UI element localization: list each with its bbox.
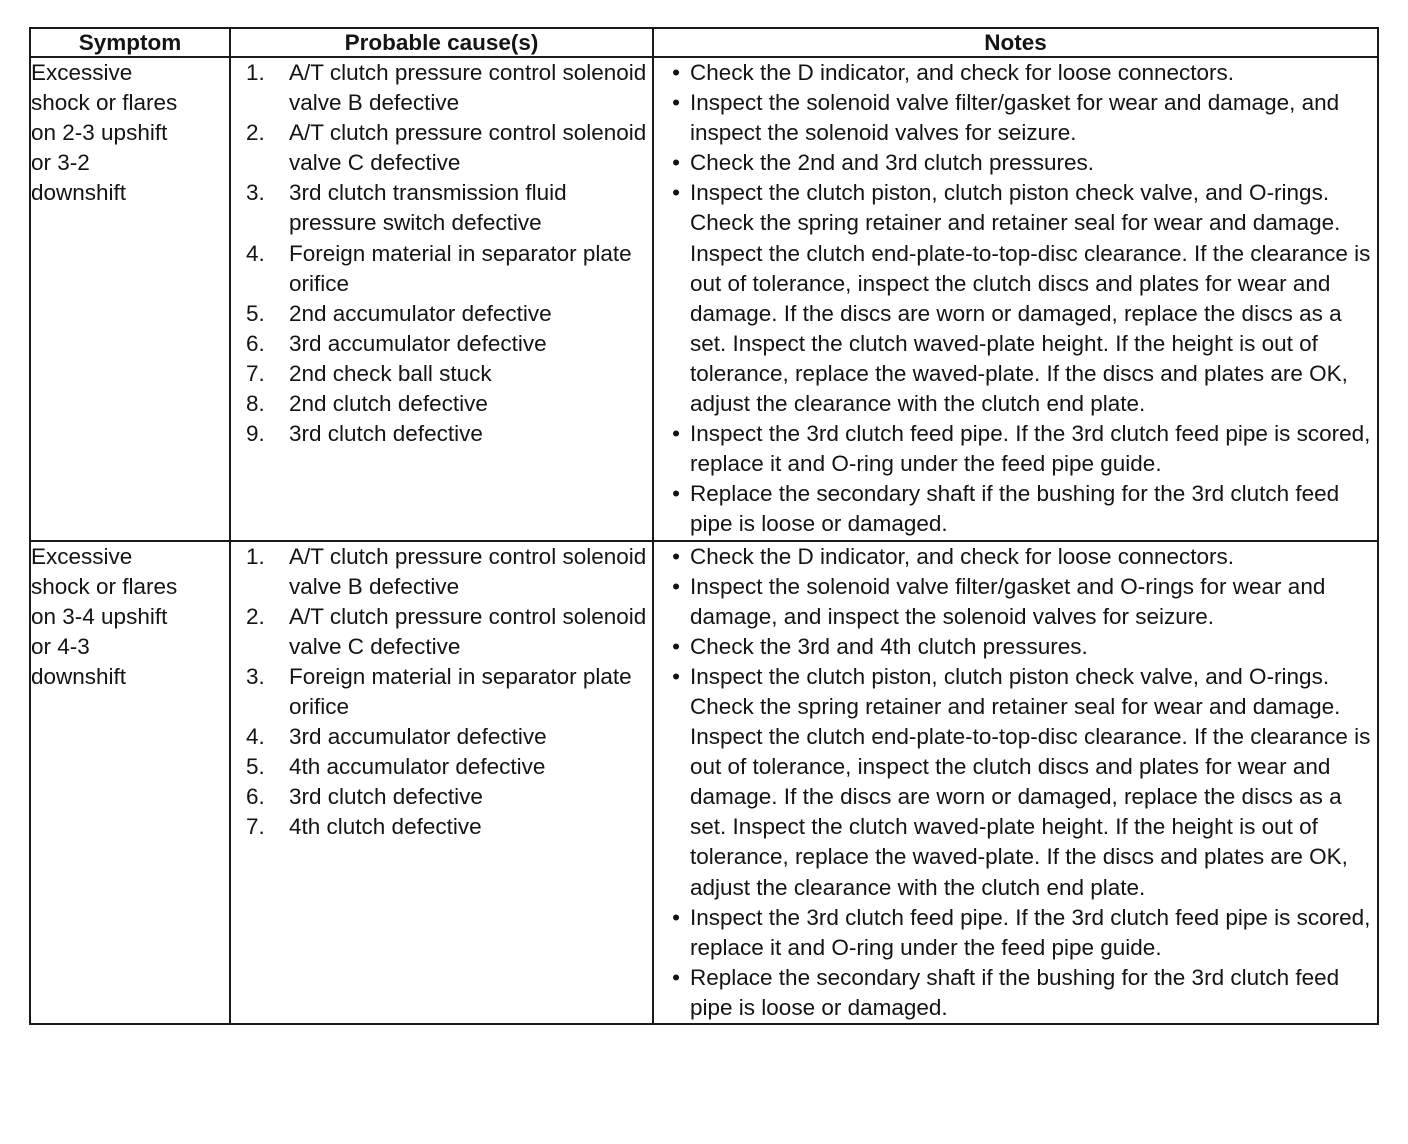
notes-cell xyxy=(653,541,1378,1025)
note-item xyxy=(654,58,1377,88)
note-item xyxy=(654,479,1377,539)
cause-number: 9. xyxy=(246,421,265,447)
cause-number: 4. xyxy=(246,724,265,750)
cause-item xyxy=(231,662,652,722)
notes-cell xyxy=(653,57,1378,541)
cause-item xyxy=(231,58,652,118)
symptom-cell xyxy=(30,541,230,1025)
cause-text: A/T clutch pressure control solenoid valve C defective xyxy=(289,603,647,659)
cause-item xyxy=(231,239,652,299)
cause-item xyxy=(231,329,652,359)
cause-text: 3rd accumulator defective xyxy=(289,330,547,356)
note-item xyxy=(654,148,1377,178)
cause-number: 2. xyxy=(246,120,265,146)
bullet-icon: • xyxy=(672,573,680,599)
cause-list xyxy=(231,542,652,843)
cause-text: 3rd clutch defective xyxy=(289,421,483,447)
note-text: Inspect the clutch piston, clutch piston check valve, and O-rings. Check the spring retainer and retainer seal for wear and damage. Inspect the clutch end-plate-to-top-disc clearance. If the clearance is out of tolerance, inspect the clutch discs and plates for wear and damage. If the discs are worn or damaged, replace the discs as a set. Inspect the clutch waved-plate height. If the height is out of tolerance, replace the waved-plate. If the discs and plates are OK, adjust the clearance with the clutch end plate. xyxy=(690,180,1371,417)
cause-text: 3rd accumulator defective xyxy=(289,724,547,750)
bullet-icon: • xyxy=(672,904,680,930)
note-text: Inspect the solenoid valve filter/gasket for wear and damage, and inspect the solenoid valves for seizure. xyxy=(690,90,1340,146)
note-text: Inspect the 3rd clutch feed pipe. If the 3rd clutch feed pipe is scored, replace it and O-ring under the feed pipe guide. xyxy=(690,904,1371,960)
cause-number: 2. xyxy=(246,603,265,629)
note-text: Replace the secondary shaft if the bushing for the 3rd clutch feed pipe is loose or damaged. xyxy=(690,481,1340,537)
note-item xyxy=(654,419,1377,479)
note-text: Inspect the 3rd clutch feed pipe. If the 3rd clutch feed pipe is scored, replace it and O-ring under the feed pipe guide. xyxy=(690,421,1371,477)
bullet-icon: • xyxy=(672,421,680,447)
bullet-icon: • xyxy=(672,481,680,507)
cause-number: 3. xyxy=(246,180,265,206)
note-text: Check the 2nd and 3rd clutch pressures. xyxy=(690,150,1094,176)
table-row xyxy=(30,541,1378,1025)
note-item xyxy=(654,963,1377,1023)
cause-number: 3. xyxy=(246,663,265,689)
note-text: Replace the secondary shaft if the bushing for the 3rd clutch feed pipe is loose or damaged. xyxy=(690,964,1340,1020)
cause-number: 5. xyxy=(246,754,265,780)
note-item xyxy=(654,662,1377,903)
note-item xyxy=(654,632,1377,662)
note-list xyxy=(654,58,1377,540)
bullet-icon: • xyxy=(672,543,680,569)
cause-item xyxy=(231,359,652,389)
symptom-cell xyxy=(30,57,230,541)
bullet-icon: • xyxy=(672,90,680,116)
bullet-icon: • xyxy=(672,633,680,659)
cause-number: 5. xyxy=(246,300,265,326)
cause-text: Foreign material in separator plate orifice xyxy=(289,663,632,719)
bullet-icon: • xyxy=(672,150,680,176)
cause-text: A/T clutch pressure control solenoid valve B defective xyxy=(289,543,647,599)
cause-item xyxy=(231,299,652,329)
header-notes: Notes xyxy=(653,28,1378,57)
cause-item xyxy=(231,389,652,419)
cause-item xyxy=(231,602,652,662)
cause-number: 6. xyxy=(246,784,265,810)
cause-text: 2nd check ball stuck xyxy=(289,360,492,386)
cause-number: 4. xyxy=(246,240,265,266)
note-item xyxy=(654,88,1377,148)
cause-text: 3rd clutch transmission fluid pressure switch defective xyxy=(289,180,567,236)
note-text: Check the D indicator, and check for loose connectors. xyxy=(690,60,1235,85)
cause-text: 3rd clutch defective xyxy=(289,784,483,810)
cause-item xyxy=(231,118,652,178)
cause-number: 1. xyxy=(246,543,265,569)
header-symptom: Symptom xyxy=(30,28,230,57)
cause-text: 2nd accumulator defective xyxy=(289,300,552,326)
table-row xyxy=(30,57,1378,541)
note-item xyxy=(654,178,1377,419)
symptom-text: Excessive shock or flares on 2-3 upshift or 3-2 downshift xyxy=(31,60,178,206)
note-text: Inspect the clutch piston, clutch piston check valve, and O-rings. Check the spring retainer and retainer seal for wear and damage. Inspect the clutch end-plate-to-top-disc clearance. If the clearance is out of tolerance, inspect the clutch discs and plates for wear and damage. If the discs are worn or damaged, replace the discs as a set. Inspect the clutch waved-plate height. If the height is out of tolerance, replace the waved-plate. If the discs and plates are OK, adjust the clearance with the clutch end plate. xyxy=(690,663,1371,900)
cause-text: A/T clutch pressure control solenoid valve C defective xyxy=(289,120,647,176)
troubleshooting-table xyxy=(29,27,1379,1025)
header-probable-causes: Probable cause(s) xyxy=(230,28,653,57)
cause-text: Foreign material in separator plate orifice xyxy=(289,240,632,296)
cause-text: 4th clutch defective xyxy=(289,814,482,840)
cause-item xyxy=(231,542,652,602)
note-text: Inspect the solenoid valve filter/gasket and O-rings for wear and damage, and inspect the solenoid valves for seizure. xyxy=(690,573,1326,629)
note-text: Check the 3rd and 4th clutch pressures. xyxy=(690,633,1088,659)
cause-number: 8. xyxy=(246,391,265,417)
bullet-icon: • xyxy=(672,663,680,689)
cause-item xyxy=(231,782,652,812)
note-item xyxy=(654,572,1377,632)
header-row xyxy=(30,28,1378,57)
bullet-icon: • xyxy=(672,180,680,206)
cause-number: 1. xyxy=(246,60,265,85)
cause-item xyxy=(231,178,652,238)
symptom-text: Excessive shock or flares on 3-4 upshift or 4-3 downshift xyxy=(31,543,178,689)
probable-causes-cell xyxy=(230,57,653,541)
cause-number: 6. xyxy=(246,330,265,356)
cause-item xyxy=(231,812,652,842)
cause-text: 4th accumulator defective xyxy=(289,754,546,780)
cause-list xyxy=(231,58,652,449)
table-body xyxy=(30,57,1378,1024)
note-item xyxy=(654,903,1377,963)
bullet-icon: • xyxy=(672,60,680,85)
probable-causes-cell xyxy=(230,541,653,1025)
note-text: Check the D indicator, and check for loose connectors. xyxy=(690,543,1235,569)
cause-text: A/T clutch pressure control solenoid valve B defective xyxy=(289,60,647,116)
bullet-icon: • xyxy=(672,964,680,990)
cause-item xyxy=(231,722,652,752)
note-list xyxy=(654,542,1377,1024)
cause-number: 7. xyxy=(246,360,265,386)
note-item xyxy=(654,542,1377,572)
cause-item xyxy=(231,419,652,449)
cause-text: 2nd clutch defective xyxy=(289,391,488,417)
cause-number: 7. xyxy=(246,814,265,840)
cause-item xyxy=(231,752,652,782)
